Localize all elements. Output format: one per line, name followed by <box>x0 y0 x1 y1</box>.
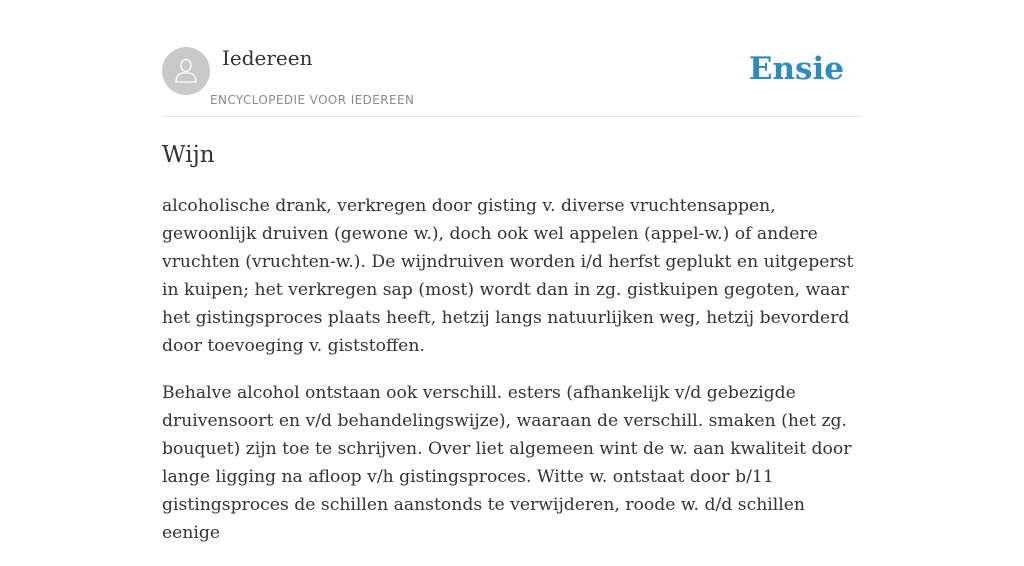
article-paragraph: alcoholische drank, verkregen door gisting v. diverse vruchtensappen, gewoonlijk druiven (gewone w.), doch ook wel appelen (appel-w.) of andere vruchten (vruchten-w.). De wijndruiven worden i/d herfst geplukt en uitgeperst in kuipen; het verkregen sap (most) wordt dan in zg. gistkuipen gegoten, waar het gistingsproces plaats heeft, hetzij langs natuurlijken weg, hetzij bevorderd door toevoeging v. giststoffen. <box>162 196 854 356</box>
article-paragraph: Behalve alcohol ontstaan ook verschill. esters (afhankelijk v/d gebezigde druivensoort en v/d behandelingswijze), waaraan de verschill. smaken (het zg. bouquet) zijn toe te schrijven. Over liet algemeen wint de w. aan kwaliteit door lange ligging na afloop v/h gistingsproces. Witte w. ontstaat door b/11 gistingsproces de schillen aanstonds te verwijderen, roode w. d/d schillen eenige <box>162 383 852 543</box>
article-body <box>162 192 862 566</box>
site-header <box>162 47 862 117</box>
user-silhouette-icon[interactable] <box>162 47 210 95</box>
page-title: Wijn <box>162 142 215 168</box>
brand-logo[interactable]: Ensie <box>748 51 844 87</box>
site-tagline: ENCYCLOPEDIE VOOR IEDEREEN <box>210 93 415 107</box>
author-name[interactable]: Iedereen <box>222 46 313 70</box>
